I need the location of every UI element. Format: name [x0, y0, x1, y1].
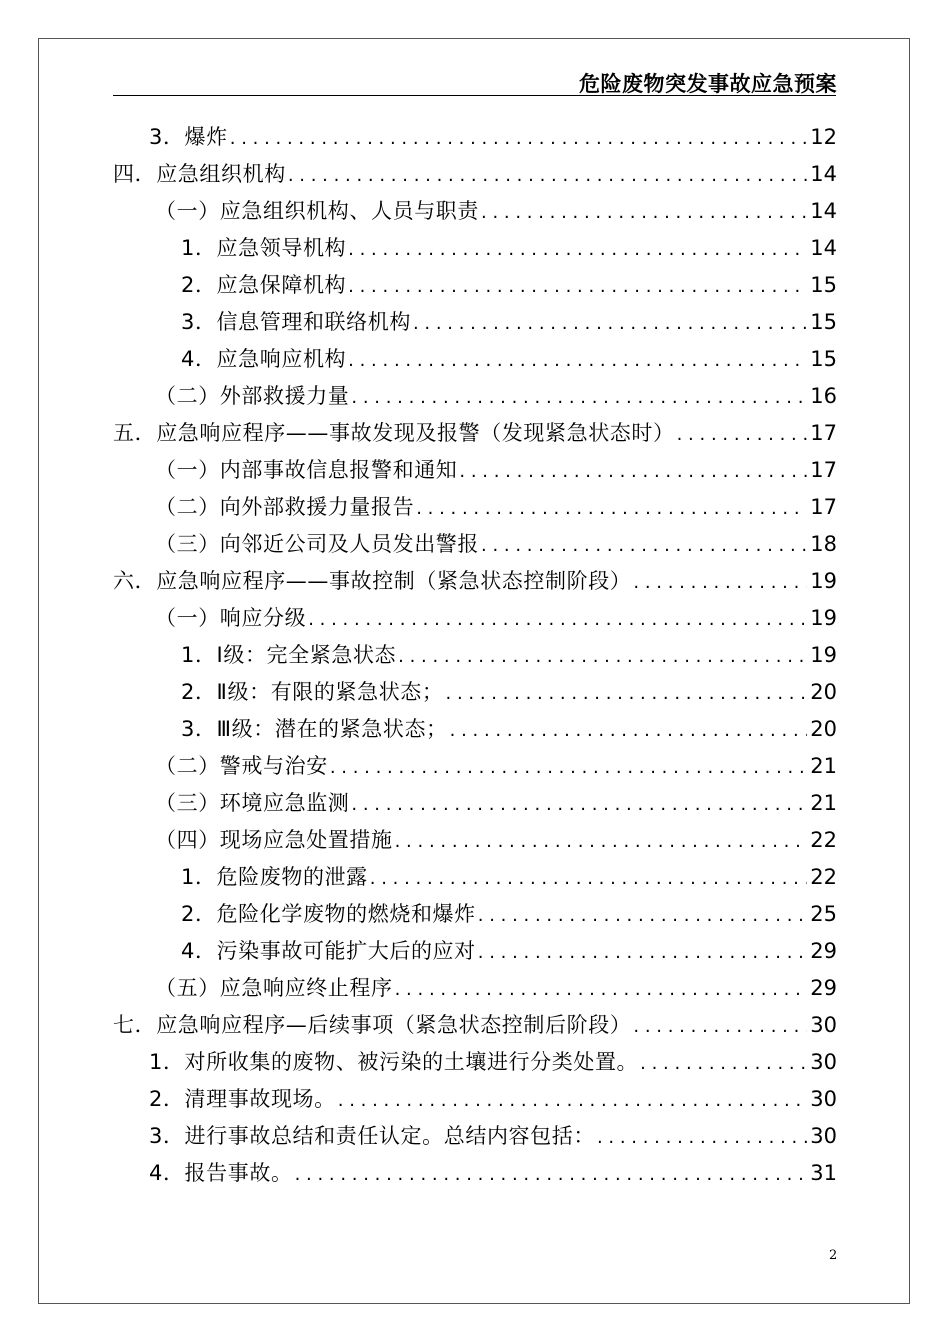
toc-dot-leader: [230, 124, 808, 154]
toc-entry[interactable]: [155, 603, 837, 633]
toc-page-number: 31: [810, 1161, 837, 1185]
toc-page-number: 22: [810, 828, 837, 852]
toc-entry[interactable]: [113, 1010, 837, 1040]
toc-page-number: 18: [810, 532, 837, 556]
toc-entry[interactable]: [149, 122, 837, 152]
toc-dot-leader: [288, 161, 807, 191]
toc-entry-text: （一）内部事故信息报警和通知: [155, 458, 458, 482]
toc-entry-text: 3．Ⅲ级：潜在的紧急状态；: [181, 717, 448, 741]
toc-dot-leader: [450, 716, 808, 746]
toc-entry-text: 2．Ⅱ级：有限的紧急状态；: [181, 680, 444, 704]
toc-entry-text: 3．进行事故总结和责任认定。总结内容包括：: [149, 1124, 595, 1148]
toc-entry-text: （一）响应分级: [155, 606, 307, 630]
toc-page-number: 30: [810, 1013, 837, 1037]
toc-entry[interactable]: [181, 344, 837, 374]
toc-entry-text: 4．报告事故。: [149, 1161, 293, 1185]
toc-entry[interactable]: [181, 270, 837, 300]
toc-dot-leader: [478, 938, 808, 968]
toc-entry[interactable]: [113, 566, 837, 596]
toc-page-number: 15: [810, 347, 837, 371]
toc-page-number: 15: [810, 310, 837, 334]
toc-entry[interactable]: [181, 233, 837, 263]
toc-page-number: 19: [810, 606, 837, 630]
toc-page-number: 17: [810, 458, 837, 482]
toc-entry[interactable]: [149, 1158, 837, 1188]
toc-entry[interactable]: [149, 1121, 837, 1151]
toc-entry[interactable]: [181, 677, 837, 707]
toc-dot-leader: [446, 679, 808, 709]
toc-dot-leader: [413, 309, 807, 339]
toc-entry[interactable]: [149, 1084, 837, 1114]
toc-entry-text: 4．污染事故可能扩大后的应对: [181, 939, 476, 963]
toc-dot-leader: [481, 198, 807, 228]
toc-entry[interactable]: [155, 973, 837, 1003]
toc-entry-text: （三）向邻近公司及人员发出警报: [155, 532, 479, 556]
toc-dot-leader: [416, 494, 807, 524]
toc-entry[interactable]: [181, 640, 837, 670]
toc-entry-text: （一）应急组织机构、人员与职责: [155, 199, 479, 223]
toc-entry[interactable]: [155, 825, 837, 855]
toc-page-number: 17: [810, 495, 837, 519]
toc-dot-leader: [459, 457, 807, 487]
toc-dot-leader: [295, 1160, 808, 1190]
toc-entry-text: 1．Ⅰ级：完全紧急状态: [181, 643, 397, 667]
toc-dot-leader: [338, 1086, 808, 1116]
toc-page-number: 12: [810, 125, 837, 149]
toc-entry[interactable]: [149, 1047, 837, 1077]
toc-entry[interactable]: [155, 492, 837, 522]
document-header-title: 危险废物突发事故应急预案: [579, 72, 837, 96]
toc-entry-text: 1．应急领导机构: [181, 236, 347, 260]
toc-entry-text: 1．危险废物的泄露: [181, 865, 368, 889]
toc-dot-leader: [481, 531, 807, 561]
toc-entry[interactable]: [155, 529, 837, 559]
toc-page-number: 19: [810, 569, 837, 593]
toc-entry-text: （四）现场应急处置措施: [155, 828, 393, 852]
toc-entry[interactable]: [181, 714, 837, 744]
toc-page-number: 30: [810, 1050, 837, 1074]
toc-entry[interactable]: [181, 899, 837, 929]
toc-entry[interactable]: [113, 418, 837, 448]
toc-page-number: 14: [810, 236, 837, 260]
toc-page-number: 14: [810, 199, 837, 223]
toc-entry-text: （二）外部救援力量: [155, 384, 350, 408]
toc-page-number: 16: [810, 384, 837, 408]
toc-page-number: 30: [810, 1124, 837, 1148]
toc-page-number: 14: [810, 162, 837, 186]
toc-dot-leader: [633, 568, 807, 598]
toc-page-number: 21: [810, 791, 837, 815]
toc-dot-leader: [597, 1123, 807, 1153]
toc-page-number: 15: [810, 273, 837, 297]
toc-page-number: 30: [810, 1087, 837, 1111]
toc-dot-leader: [398, 642, 807, 672]
toc-entry[interactable]: [181, 862, 837, 892]
toc-entry-text: 3．爆炸: [149, 125, 228, 149]
footer-page-number: 2: [829, 1248, 838, 1263]
toc-dot-leader: [351, 790, 807, 820]
toc-entry[interactable]: [181, 307, 837, 337]
toc-dot-leader: [478, 901, 808, 931]
toc-entry-text: 3．信息管理和联络机构: [181, 310, 411, 334]
toc-page-number: 17: [810, 421, 837, 445]
toc-page-number: 20: [810, 717, 837, 741]
toc-dot-leader: [395, 975, 808, 1005]
toc-page-number: 29: [810, 939, 837, 963]
toc-entry-text: 1．对所收集的废物、被污染的土壤进行分类处置。: [149, 1050, 639, 1074]
toc-page-number: 19: [810, 643, 837, 667]
toc-dot-leader: [395, 827, 808, 857]
toc-entry-text: 五．应急响应程序——事故发现及报警（发现紧急状态时）: [113, 421, 675, 445]
toc-dot-leader: [370, 864, 808, 894]
toc-entry-text: 四．应急组织机构: [113, 162, 286, 186]
toc-entry-text: （三）环境应急监测: [155, 791, 350, 815]
toc-page-number: 21: [810, 754, 837, 778]
toc-entry[interactable]: [155, 196, 837, 226]
toc-entry-text: 2．危险化学废物的燃烧和爆炸: [181, 902, 476, 926]
toc-entry-text: 2．清理事故现场。: [149, 1087, 336, 1111]
toc-dot-leader: [308, 605, 807, 635]
toc-entry[interactable]: [155, 788, 837, 818]
toc-dot-leader: [348, 346, 807, 376]
toc-page-number: 22: [810, 865, 837, 889]
toc-entry-text: 七．应急响应程序—后续事项（紧急状态控制后阶段）: [113, 1013, 632, 1037]
toc-dot-leader: [348, 235, 807, 265]
toc-entry-text: （二）向外部救援力量报告: [155, 495, 415, 519]
toc-page-number: 20: [810, 680, 837, 704]
toc-entry-text: 2．应急保障机构: [181, 273, 347, 297]
toc-entry-text: 六．应急响应程序——事故控制（紧急状态控制阶段）: [113, 569, 632, 593]
toc-entry-text: （五）应急响应终止程序: [155, 976, 393, 1000]
toc-entry[interactable]: [155, 455, 837, 485]
toc-dot-leader: [348, 272, 807, 302]
toc-entry-text: （二）警戒与治安: [155, 754, 328, 778]
toc-entry[interactable]: [155, 381, 837, 411]
toc-dot-leader: [351, 383, 807, 413]
toc-dot-leader: [640, 1049, 807, 1079]
toc-entry[interactable]: [155, 751, 837, 781]
toc-entry[interactable]: [113, 159, 837, 189]
toc-page-number: 25: [810, 902, 837, 926]
header-divider: [113, 95, 836, 96]
toc-page-number: 29: [810, 976, 837, 1000]
toc-entry[interactable]: [181, 936, 837, 966]
toc-entry-text: 4．应急响应机构: [181, 347, 347, 371]
toc-dot-leader: [677, 420, 808, 450]
toc-dot-leader: [330, 753, 807, 783]
toc-dot-leader: [633, 1012, 807, 1042]
